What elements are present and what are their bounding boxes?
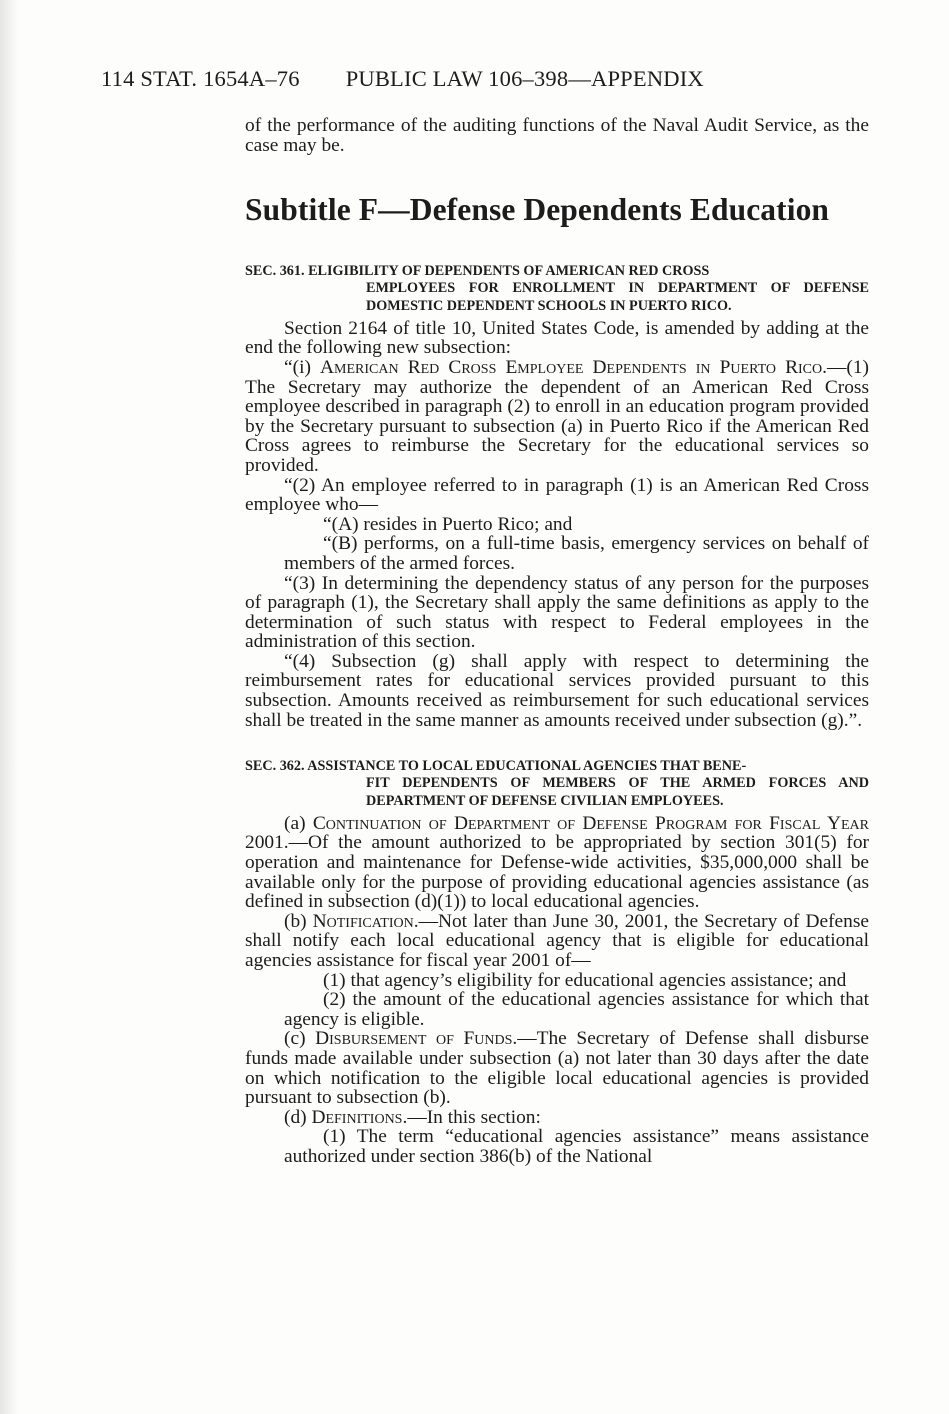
paragraph-open: (c) [284,1028,316,1050]
paragraph-text: .—Of the amount authorized to be appropriated by section 301(5) for operation and maintenance for Defense-wide activities, $35,000,000 shall be available only for the purpose of providing educational agencies assistance (as defined in subsection (d)(1)) to local educational agencies. [245,832,869,913]
paragraph-open: (a) [284,812,313,834]
sec-362-paragraph-b2: (2) the amount of the educational agencies assistance for which that agency is eligible. [284,989,869,1030]
subsection-heading: Notification [312,910,414,932]
sec-362-subsection-a [245,814,869,912]
subsection-heading: Disbursement of Funds [315,1028,513,1050]
paragraph-text: .—The Secretary of Defense shall disburse funds made available under subsection (a) not later than 30 days after the date on which notification to the eligible local educational agencies is provided pursuant to subsection (b). [245,1028,869,1109]
sec-361-paragraph: Section 2164 of title 10, United States Code, is amended by adding at the end the following new subsection: [245,317,869,359]
sec-362-heading-rest: FIT DEPENDENTS OF MEMBERS OF THE ARMED FORCES AND DEPARTMENT OF DEFENSE CIVILIAN EMPLOYEES. [366,775,869,809]
sec-361-paragraph: “(4) Subsection (g) shall apply with respect to determining the reimbursement rates for educational services provided pursuant to this subsection. Amounts received as reimbursement for such educational services shall be treated in the same manner as amounts received under subsection (g).”. [245,650,869,731]
paragraph-text: .—In this section: [402,1106,541,1128]
sec-362-paragraph-d1: (1) The term “educational agencies assistance” means assistance authorized under section 386(b) of the National [284,1126,869,1167]
page-edge [0,0,18,1414]
paragraph-open: “(i) [284,356,321,378]
sec-361-subparagraph: “(B) performs, on a full-time basis, emergency services on behalf of members of the armed forces. [284,533,869,574]
sec-361-paragraph [245,358,869,476]
sec-361-paragraph: “(3) In determining the dependency status of any person for the purposes of paragraph (1), the Secretary shall apply the same definitions as apply to the determination of such status with respect to Federal employees in the administration of this section. [245,572,869,653]
paragraph-text: .—Not later than June 30, 2001, the Secretary of Defense shall notify each local educational agency that is eligible for educational agencies assistance for fiscal year 2001 of— [245,910,869,972]
subtitle-heading: Subtitle F—Defense Dependents Education [245,192,830,228]
paragraph-text: .—(1) The Secretary may authorize the dependent of an American Red Cross employee described in paragraph (2) to enroll in an education program provided by the Secretary pursuant to subsection (a) in Puerto Rico if the American Red Cross agrees to reimburse the Secretary for the educational services so provided. [245,356,869,476]
subsection-heading: Continuation of Department of Defense Program for Fiscal Year 2001 [245,812,869,854]
public-law-title: PUBLIC LAW 106–398—APPENDIX [345,66,704,91]
sec-361-heading-rest: EMPLOYEES FOR ENROLLMENT IN DEPARTMENT OF DEFENSE DOMESTIC DEPENDENT SCHOOLS IN PUERTO RICO. [366,280,869,314]
subsection-heading: American Red Cross Employee Dependents in Puerto Rico [320,356,823,378]
sec-362-subsection-c [245,1029,869,1107]
sec-361-heading [245,263,869,315]
page-reference: 114 STAT. 1654A–76 [101,66,300,91]
sec-362-heading-first-line: SEC. 362. ASSISTANCE TO LOCAL EDUCATIONAL AGENCIES THAT BENE- [245,758,747,775]
document-body [245,116,869,1167]
subsection-heading: Definitions [311,1106,403,1128]
sec-362-subsection-b [245,912,869,971]
sec-361-heading-first-line: SEC. 361. ELIGIBILITY OF DEPENDENTS OF AMERICAN RED CROSS [245,263,710,280]
sec-361-paragraph: “(2) An employee referred to in paragraph (1) is an American Red Cross employee who— [245,474,869,516]
running-head [101,66,704,92]
sec-362-subsection-d [245,1108,869,1128]
sec-361-subparagraph: “(A) resides in Puerto Rico; and [323,513,573,535]
paragraph-open: (b) [284,910,313,932]
sec-362-paragraph-b1: (1) that agency’s eligibility for educational agencies assistance; and [323,969,847,991]
intro-paragraph: of the performance of the auditing functions of the Naval Audit Service, as the case may be. [245,115,869,156]
paragraph-open: (d) [284,1106,312,1128]
sec-362-heading [245,758,869,810]
